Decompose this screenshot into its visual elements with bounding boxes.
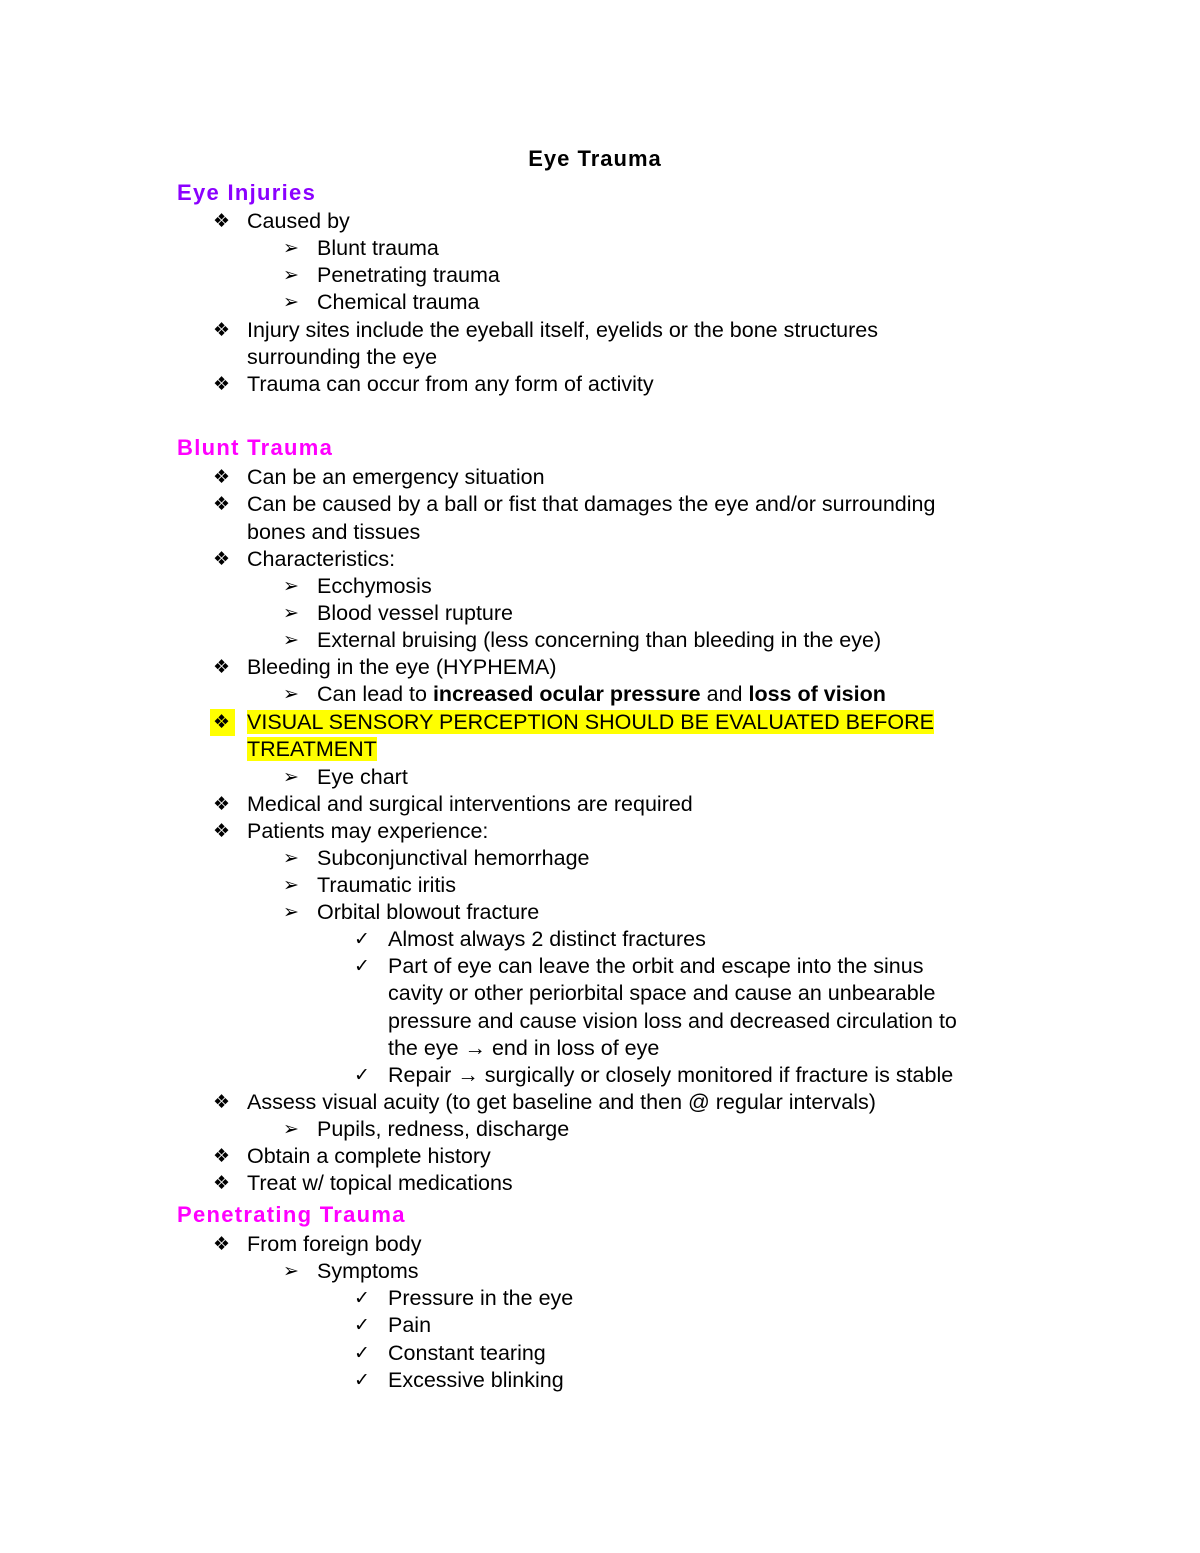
list-item: ✓ Part of eye can leave the orbit and escape into the sinus xyxy=(354,954,924,978)
list-item: ➢ Orbital blowout fracture xyxy=(283,900,540,924)
list-item: ❖ From foreign body xyxy=(213,1232,422,1256)
diamond-bullet-icon: ❖ xyxy=(210,709,235,736)
list-item: ❖ Can be an emergency situation xyxy=(213,465,545,489)
check-bullet-icon: ✓ xyxy=(354,1342,370,1364)
check-bullet-icon: ✓ xyxy=(354,1064,370,1086)
arrow-bullet-icon: ➢ xyxy=(283,847,299,869)
diamond-bullet-icon: ❖ xyxy=(213,466,231,488)
arrow-bullet-icon: ➢ xyxy=(283,1118,299,1140)
highlighted-text: TREATMENT xyxy=(247,737,377,761)
list-item: ❖ Can be caused by a ball or fist that damages the eye and/or surrounding xyxy=(213,492,936,516)
diamond-bullet-icon: ❖ xyxy=(213,548,231,570)
check-bullet-icon: ✓ xyxy=(354,1287,370,1309)
list-item: ➢ Pupils, redness, discharge xyxy=(283,1117,570,1141)
list-item: ➢ Symptoms xyxy=(283,1259,419,1283)
diamond-bullet-icon: ❖ xyxy=(213,1145,231,1167)
list-item: ❖ Characteristics: xyxy=(213,547,396,571)
diamond-bullet-icon: ❖ xyxy=(213,493,231,515)
arrow-bullet-icon: ➢ xyxy=(283,264,299,286)
list-item: ➢ Ecchymosis xyxy=(283,574,432,598)
list-item-continuation: bones and tissues xyxy=(247,520,421,544)
check-bullet-icon: ✓ xyxy=(354,1369,370,1391)
list-item: ➢ Subconjunctival hemorrhage xyxy=(283,846,590,870)
list-item: ➢ Traumatic iritis xyxy=(283,873,456,897)
list-item: ✓ Pain xyxy=(354,1313,432,1337)
arrow-bullet-icon: ➢ xyxy=(283,629,299,651)
list-item-continuation: pressure and cause vision loss and decreased circulation to xyxy=(388,1009,957,1033)
list-item: ❖ Bleeding in the eye (HYPHEMA) xyxy=(213,655,557,679)
list-item: ✓ Almost always 2 distinct fractures xyxy=(354,927,706,951)
arrow-bullet-icon: ➢ xyxy=(283,683,299,705)
bold-text: loss of vision xyxy=(748,682,886,706)
list-item: ❖ Medical and surgical interventions are required xyxy=(213,792,693,816)
diamond-bullet-icon: ❖ xyxy=(213,793,231,815)
diamond-bullet-icon: ❖ xyxy=(213,373,231,395)
arrow-bullet-icon: ➢ xyxy=(283,602,299,624)
heading-eye-injuries: Eye Injuries xyxy=(177,180,317,205)
diamond-bullet-icon: ❖ xyxy=(213,319,231,341)
list-item: ➢ Blunt trauma xyxy=(283,236,439,260)
arrow-bullet-icon: ➢ xyxy=(283,901,299,923)
list-item: ➢ Penetrating trauma xyxy=(283,263,500,287)
arrow-right-icon: → xyxy=(464,1036,486,1060)
list-item: ❖ Trauma can occur from any form of activity xyxy=(213,372,654,396)
arrow-bullet-icon: ➢ xyxy=(283,874,299,896)
list-item: ➢ Blood vessel rupture xyxy=(283,601,513,625)
list-item: ❖ Obtain a complete history xyxy=(213,1144,491,1168)
arrow-right-icon: → xyxy=(457,1063,479,1087)
check-bullet-icon: ✓ xyxy=(354,955,370,977)
arrow-bullet-icon: ➢ xyxy=(283,766,299,788)
arrow-bullet-icon: ➢ xyxy=(283,237,299,259)
document-title: Eye Trauma xyxy=(528,146,662,171)
list-item: ➢ Eye chart xyxy=(283,765,408,789)
bold-text: increased ocular pressure xyxy=(432,682,701,706)
list-item: ❖ Treat w/ topical medications xyxy=(213,1171,513,1195)
list-item-continuation: the eye → end in loss of eye xyxy=(388,1036,660,1060)
diamond-bullet-icon: ❖ xyxy=(213,656,231,678)
arrow-bullet-icon: ➢ xyxy=(283,1260,299,1282)
check-bullet-icon: ✓ xyxy=(354,1314,370,1336)
list-item: ✓ Repair → surgically or closely monitored if fracture is stable xyxy=(354,1063,954,1087)
highlighted-continuation xyxy=(247,736,377,763)
diamond-bullet-icon: ❖ xyxy=(213,1233,231,1255)
heading-penetrating-trauma: Penetrating Trauma xyxy=(177,1202,406,1227)
highlighted-text: VISUAL SENSORY PERCEPTION SHOULD BE EVALUATED BEFORE xyxy=(247,710,934,734)
list-item: ✓ Excessive blinking xyxy=(354,1368,564,1392)
list-item: ➢ Can lead to increased ocular pressure and loss of vision xyxy=(283,682,886,706)
list-item: ✓ Constant tearing xyxy=(354,1341,546,1365)
diamond-bullet-icon: ❖ xyxy=(213,1172,231,1194)
highlighted-list-item xyxy=(213,709,934,736)
arrow-bullet-icon: ➢ xyxy=(283,575,299,597)
diamond-bullet-icon: ❖ xyxy=(213,1091,231,1113)
list-item: ➢ External bruising (less concerning than bleeding in the eye) xyxy=(283,628,882,652)
list-item-continuation: cavity or other periorbital space and cause an unbearable xyxy=(388,981,936,1005)
list-item-continuation: surrounding the eye xyxy=(247,345,438,369)
list-item: ➢ Chemical trauma xyxy=(283,290,480,314)
heading-blunt-trauma: Blunt Trauma xyxy=(177,435,334,460)
list-item: ❖ Patients may experience: xyxy=(213,819,489,843)
list-item: ✓ Pressure in the eye xyxy=(354,1286,574,1310)
check-bullet-icon: ✓ xyxy=(354,928,370,950)
list-item: ❖ Injury sites include the eyeball itself, eyelids or the bone structures xyxy=(213,318,878,342)
list-item: ❖ Caused by xyxy=(213,209,350,233)
list-item: ❖ Assess visual acuity (to get baseline and then @ regular intervals) xyxy=(213,1090,876,1114)
diamond-bullet-icon: ❖ xyxy=(213,820,231,842)
diamond-bullet-icon: ❖ xyxy=(213,210,231,232)
arrow-bullet-icon: ➢ xyxy=(283,291,299,313)
